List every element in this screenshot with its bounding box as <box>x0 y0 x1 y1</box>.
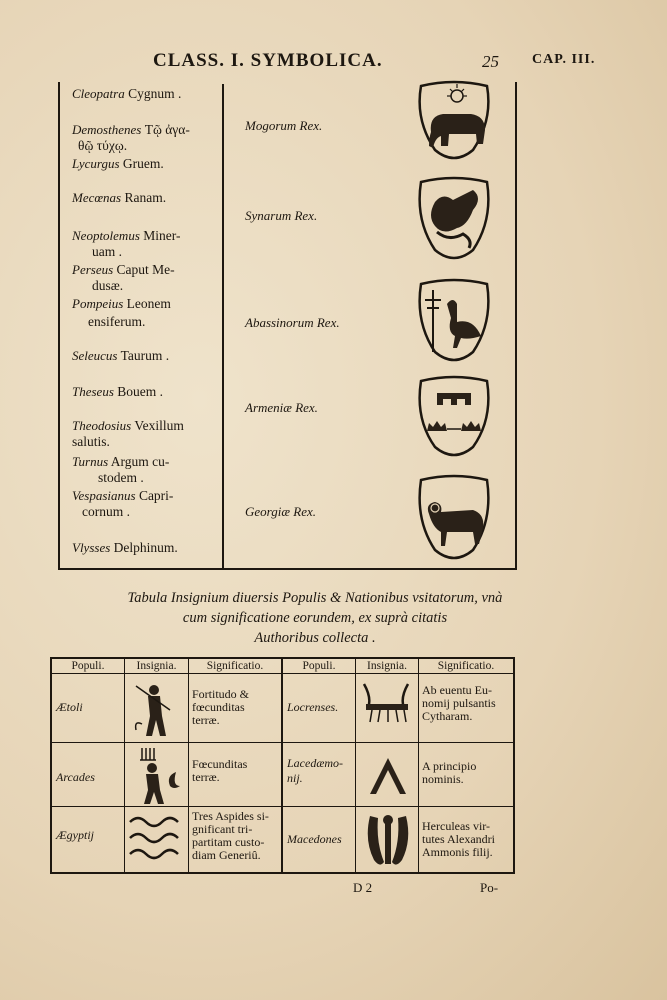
shield-elephant-icon <box>413 80 495 166</box>
shield-bird-cross-icon <box>413 278 495 368</box>
table-cell-significatio: Herculeas vir- tutes Alexandri Ammonis filij. <box>422 819 495 859</box>
table-cell-significatio: Ab euentu Eu- nomij pulsantis Cytharam. <box>422 683 496 723</box>
shield-dragon-icon <box>413 176 495 266</box>
king-label-synarum: Synarum Rex. <box>245 208 318 223</box>
list-item: Cleopatra Cygnum . <box>72 86 182 101</box>
list-item: Demosthenes Τῷ ἀγα- <box>72 122 190 137</box>
list-item: θῷ τύχῳ. <box>78 138 128 153</box>
list-item: Vespasianus Capri- <box>72 488 174 503</box>
page-number: 25 <box>482 52 499 71</box>
list-item: cornum . <box>82 504 130 519</box>
king-label-abassinorum: Abassinorum Rex. <box>245 315 340 330</box>
list-item: Neoptolemus Miner- <box>72 228 181 243</box>
list-item: uam . <box>92 244 122 259</box>
col-header-populi: Populi. <box>71 660 105 672</box>
table-cell-populi: Ætoli <box>56 700 83 714</box>
insignia-club-icon <box>360 810 416 877</box>
list-item: Seleucus Taurum . <box>72 348 170 363</box>
table-col-border <box>513 657 515 874</box>
signature-mark: D 2 <box>353 880 373 895</box>
insignia-three-asps-icon <box>126 812 186 873</box>
table-col-border <box>418 657 419 874</box>
list-item: Theseus Bouem . <box>72 384 164 399</box>
list-item: ensiferum. <box>88 314 146 329</box>
table-cell-significatio: Tres Aspides si- gnificant tri- partitam custo- diam Generiû. <box>192 809 269 862</box>
insignia-pan-moon-icon <box>130 746 184 811</box>
list-item: Turnus Argum cu- <box>72 454 170 469</box>
frame-bottom <box>58 568 517 570</box>
table-cell-significatio: A principio nominis. <box>422 759 477 786</box>
insignia-lyre-icon <box>358 678 416 733</box>
table-col-border <box>355 657 356 874</box>
catchword: Po- <box>480 880 499 895</box>
shield-crowns-icon <box>413 375 495 463</box>
list-item: Perseus Caput Me- <box>72 262 175 277</box>
col-header-significatio-right: Significatio. <box>437 660 495 672</box>
table-col-border <box>50 657 52 874</box>
list-item: Theodosius Vexillum <box>72 418 184 433</box>
table-cell-populi: Macedones <box>287 832 342 846</box>
table-col-border <box>281 657 283 874</box>
table-caption-line2: cum significatione eorundem, ex suprà citatis <box>182 610 448 626</box>
col-header-populi-right: Populi. <box>302 660 336 672</box>
table-col-border <box>124 657 125 874</box>
king-label-mogorum: Mogorum Rex. <box>245 118 323 133</box>
frame-divider <box>222 84 224 569</box>
insignia-figure-spear-icon <box>130 680 182 745</box>
insignia-lambda-icon <box>364 752 412 805</box>
table-cell-populi: Arcades <box>56 770 95 784</box>
col-header-insignia: Insignia. <box>136 660 177 672</box>
table-cell-significatio: Fœcunditas terræ. <box>192 757 248 784</box>
list-item: Mecœnas Ranam. <box>72 190 167 205</box>
col-header-insignia-right: Insignia. <box>367 660 407 672</box>
king-label-georgia: Georgiæ Rex. <box>245 504 316 519</box>
frame-right <box>515 82 517 569</box>
list-item: Lycurgus Gruem. <box>72 156 164 171</box>
king-label-armenia: Armeniæ Rex. <box>245 400 318 415</box>
col-header-significatio: Significatio. <box>206 660 264 672</box>
list-item: salutis. <box>72 434 110 449</box>
list-item: Vlysses Delphinum. <box>72 540 178 555</box>
list-item: dusæ. <box>92 278 124 293</box>
list-item: Pompeius Leonem <box>72 296 171 311</box>
running-title: CLASS. I. SYMBOLICA. <box>153 50 383 71</box>
table-caption-line3: Authoribus collecta . <box>254 630 376 646</box>
table-cell-populi: Ægyptij <box>56 828 94 842</box>
chapter-label: CAP. III. <box>532 52 596 67</box>
table-cell-populi: Locrenses. <box>287 700 339 714</box>
list-item: stodem . <box>98 470 144 485</box>
shield-ram-icon <box>413 474 495 566</box>
table-cell-significatio: Fortitudo & fœcunditas terræ. <box>192 687 250 727</box>
frame-left <box>58 82 60 569</box>
table-cell-populi: Lacedæmo- nij. <box>287 756 343 785</box>
table-col-border <box>188 657 189 874</box>
table-caption-line1: Tabula Insignium diuersis Populis & Nationibus vsitatorum, vnà <box>127 590 503 606</box>
